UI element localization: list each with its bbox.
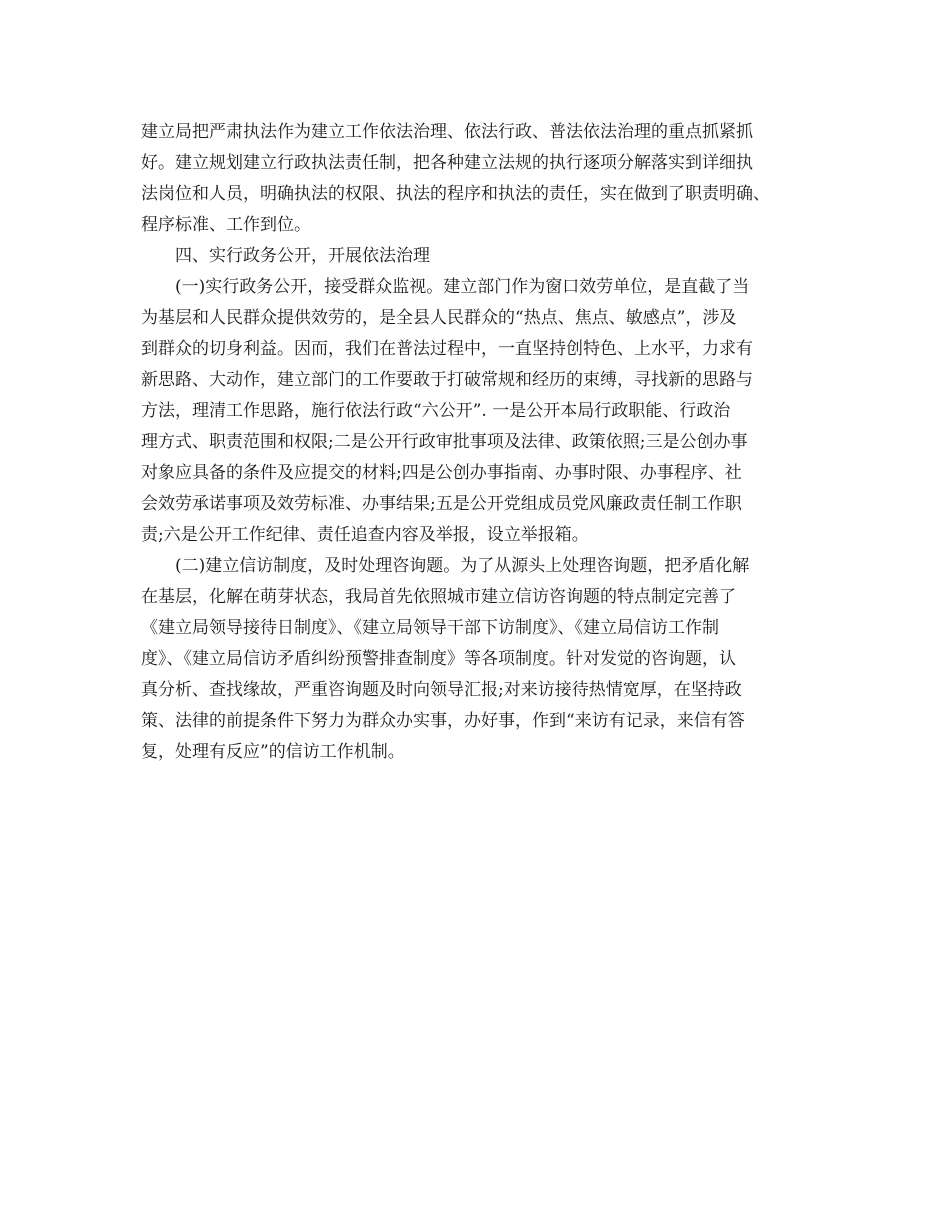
text-line: 建立局把严肃执法作为建立工作依法治理、依法行政、普法依法治理的重点抓紧抓 — [141, 122, 753, 142]
paragraph-3 — [141, 551, 831, 768]
text-line: (一)实行政务公开，接受群众监视。建立部门作为窗口效劳单位，是直截了当 — [175, 277, 750, 297]
text-line: 法岗位和人员，明确执法的权限、执法的程序和执法的责任，实在做到了职责明确、 — [141, 184, 770, 204]
text-line: 理方式、职责范围和权限;二是公开行政审批事项及法律、政策依照;三是公创办事 — [141, 432, 748, 452]
text-line: 度》、《建立局信访矛盾纠纷预警排查制度》等各项制度。针对发觉的咨询题，认 — [141, 649, 736, 669]
text-line: 在基层，化解在萌芽状态，我局首先依照城市建立信访咨询题的特点制定完善了 — [141, 587, 736, 607]
text-line: 程序标准、工作到位。 — [141, 215, 311, 235]
document-body — [141, 117, 831, 768]
text-line: 复，处理有反应”的信访工作机制。 — [141, 742, 405, 762]
text-line: (二)建立信访制度，及时处理咨询题。为了从源头上处理咨询题，把矛盾化解 — [175, 556, 750, 576]
heading-text: 四、实行政务公开，开展依法治理 — [175, 246, 430, 266]
text-line: 对象应具备的条件及应提交的材料;四是公创办事指南、办事时限、办事程序、社 — [141, 463, 742, 483]
text-line: 为基层和人民群众提供效劳的，是全县人民群众的“热点、焦点、敏感点”，涉及 — [141, 308, 737, 328]
text-line: 真分析、查找缘故，严重咨询题及时向领导汇报;对来访接待热情宽厚，在坚持政 — [141, 680, 742, 700]
paragraph-2 — [141, 272, 831, 551]
paragraph-1 — [141, 117, 831, 241]
text-line: 好。建立规划建立行政执法责任制，把各种建立法规的执行逐项分解落实到详细执 — [141, 153, 753, 173]
text-line: 新思路、大动作，建立部门的工作要敢于打破常规和经历的束缚，寻找新的思路与 — [141, 370, 753, 390]
text-line: 到群众的切身利益。因而，我们在普法过程中，一直坚持创特色、上水平，力求有 — [141, 339, 753, 359]
text-line: 方法，理清工作思路，施行依法行政“六公开”. 一是公开本局行政职能、行政治 — [141, 401, 731, 421]
text-line: 会效劳承诺事项及效劳标准、办事结果;五是公开党组成员党风廉政责任制工作职 — [141, 494, 742, 514]
text-line: 责;六是公开工作纪律、责任追查内容及举报，设立举报箱。 — [141, 525, 589, 545]
section-heading — [141, 241, 831, 272]
text-line: 《建立局领导接待日制度》、《建立局领导干部下访制度》、《建立局信访工作制 — [141, 618, 719, 638]
text-line: 策、法律的前提条件下努力为群众办实事，办好事，作到“来访有记录，来信有答 — [141, 711, 745, 731]
